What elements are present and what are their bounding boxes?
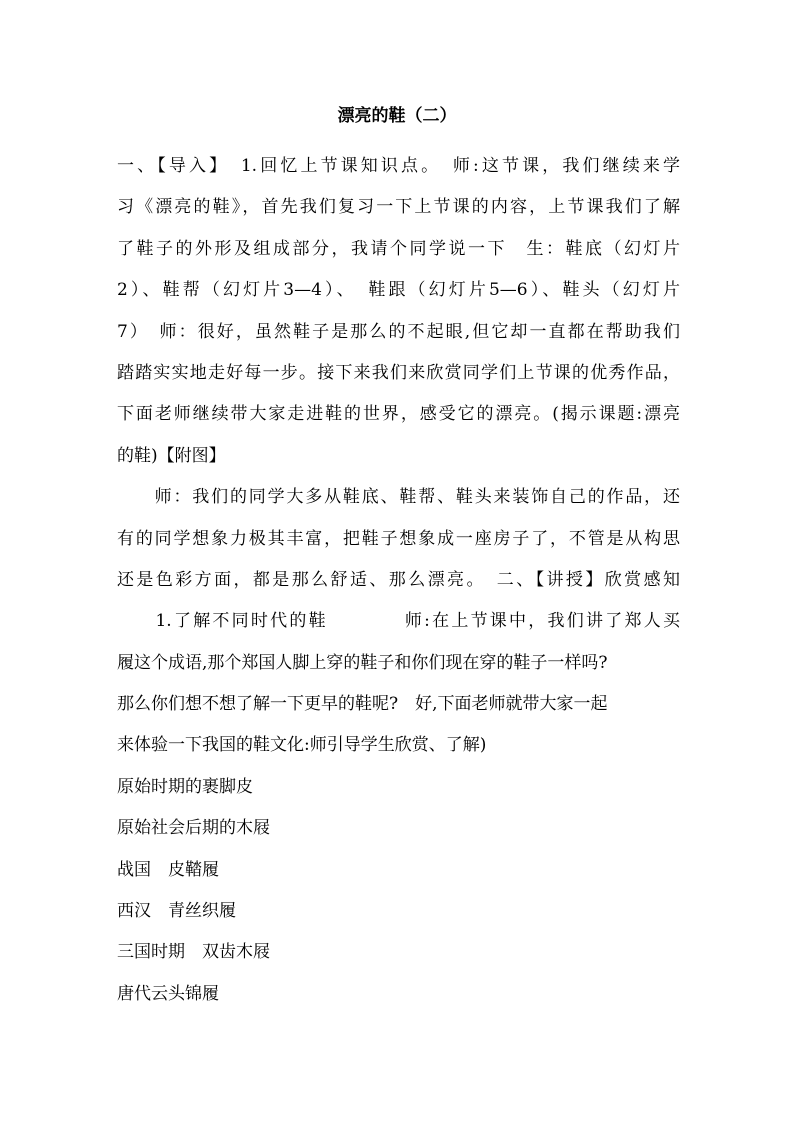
body-line: 那么你们想不想了解一下更早的鞋呢? 好,下面老师就带大家一起 (117, 694, 608, 715)
body-line: 一、【导入】 1.回忆上节课知识点。 师:这节课，我们继续来学 (117, 156, 680, 176)
body-line: 7） 师：很好，虽然鞋子是那么的不起眼,但它却一直都在帮助我们 (117, 321, 680, 342)
document-title: 漂亮的鞋（二） (337, 106, 457, 126)
list-item: 三国时期 双齿木屐 (117, 942, 270, 963)
list-item: 原始时期的裹脚皮 (117, 776, 253, 797)
body-line: 履这个成语,那个郑国人脚上穿的鞋子和你们现在穿的鞋子一样吗? (117, 652, 608, 673)
body-line: 1.了解不同时代的鞋 师:在上节课中，我们讲了郑人买 (117, 611, 680, 632)
list-item: 原始社会后期的木屐 (117, 818, 270, 839)
body-line: 还是色彩方面，都是那么舒适、那么漂亮。 二、【讲授】欣赏感知 (117, 569, 680, 590)
list-item: 西汉 青丝织履 (117, 901, 236, 922)
body-line: 习《漂亮的鞋》，首先我们复习一下上节课的内容，上节课我们了解 (117, 197, 680, 218)
body-line: 来体验一下我国的鞋文化:师引导学生欣赏、了解) (117, 735, 487, 756)
body-line: 师：我们的同学大多从鞋底、鞋帮、鞋头来装饰自己的作品，还 (117, 487, 680, 508)
body-line: 有的同学想象力极其丰富，把鞋子想象成一座房子了，不管是从构思 (117, 528, 680, 549)
body-line: 踏踏实实地走好每一步。接下来我们来欣赏同学们上节课的优秀作品， (117, 362, 680, 383)
body-line: 了鞋子的外形及组成部分，我请个同学说一下 生：鞋底（幻灯片 (117, 238, 680, 259)
body-line: 下面老师继续带大家走进鞋的世界，感受它的漂亮。(揭示课题:漂亮 (117, 404, 680, 425)
document-body (117, 146, 680, 1015)
list-item: 战国 皮鞜履 (117, 859, 219, 880)
list-item: 唐代云头锦履 (117, 983, 219, 1004)
body-line: 2）、鞋帮（幻灯片3—4）、 鞋跟（幻灯片5—6）、鞋头（幻灯片 (117, 280, 680, 301)
body-line: 的鞋)【附图】 (117, 445, 226, 466)
